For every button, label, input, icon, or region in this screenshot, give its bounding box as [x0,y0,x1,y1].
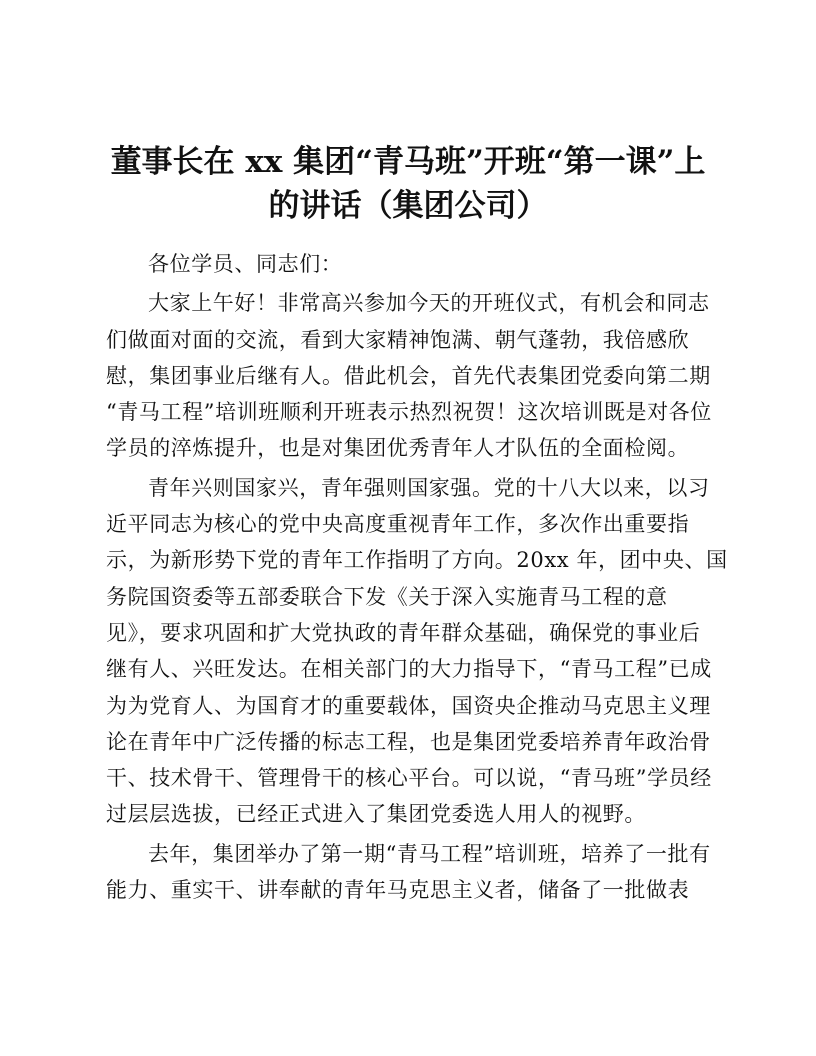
paragraph-line: 们做面对面的交流，看到大家精神饱满、朝气蓬勃，我倍感欣 [106,327,690,352]
paragraph-line: 大家上午好！非常高兴参加今天的开班仪式，有机会和同志 [148,291,710,316]
salutation-paragraph [106,246,714,282]
title-line: 董事长在 xx 集团“青马班”开班“第一课”上 [110,144,706,180]
paragraph-line: 去年，集团举办了第一期“青马工程”培训班，培养了一批有 [148,841,711,866]
paragraph-line: 见》，要求巩固和扩大党执政的青年群众基础，确保党的事业后 [106,620,701,645]
paragraph-line: 干、技术骨干、管理骨干的核心平台。可以说，“青马班”学员经 [106,766,712,791]
paragraph-line: 为为党育人、为国育才的重要载体，国资央企推动马克思主义理 [106,693,711,718]
paragraph-line: 能力、重实干、讲奉献的青年马克思主义者，储备了一批做表 [106,878,690,903]
paragraph-line: 论在青年中广泛传播的标志工程，也是集团党委培养青年政治骨 [106,729,711,754]
paragraph-line: 继有人、兴旺发达。在相关部门的大力指导下，“青马工程”已成 [106,657,712,682]
youth-work-paragraph [106,470,728,833]
paragraph-line: 各位学员、同志们： [148,252,343,276]
paragraph-line: 近平同志为核心的党中央高度重视青年工作，多次作出重要指 [106,512,690,537]
paragraph-line: 慰，集团事业后继有人。借此机会，首先代表集团党委向第二期 [106,363,711,388]
paragraph-line: 过层层选拔，已经正式进入了集团党委选人用人的视野。 [106,802,646,827]
paragraph-line: 务院国资委等五部委联合下发《关于深入实施青马工程的意 [106,584,668,609]
title-line: 的讲话（集团公司） [268,188,548,224]
document-body [106,246,728,908]
paragraph-line: “青马工程”培训班顺利开班表示热烈祝贺！这次培训既是对各位 [106,400,712,425]
greeting-paragraph [106,285,714,466]
document-title [100,140,716,228]
paragraph-line: 青年兴则国家兴，青年强则国家强。党的十八大以来，以习 [148,475,710,500]
last-year-paragraph [106,836,714,909]
paragraph-line: 示，为新形势下党的青年工作指明了方向。20xx 年，团中央、国 [106,548,728,573]
paragraph-line: 学员的淬炼提升，也是对集团优秀青年人才队伍的全面检阅。 [106,436,690,461]
